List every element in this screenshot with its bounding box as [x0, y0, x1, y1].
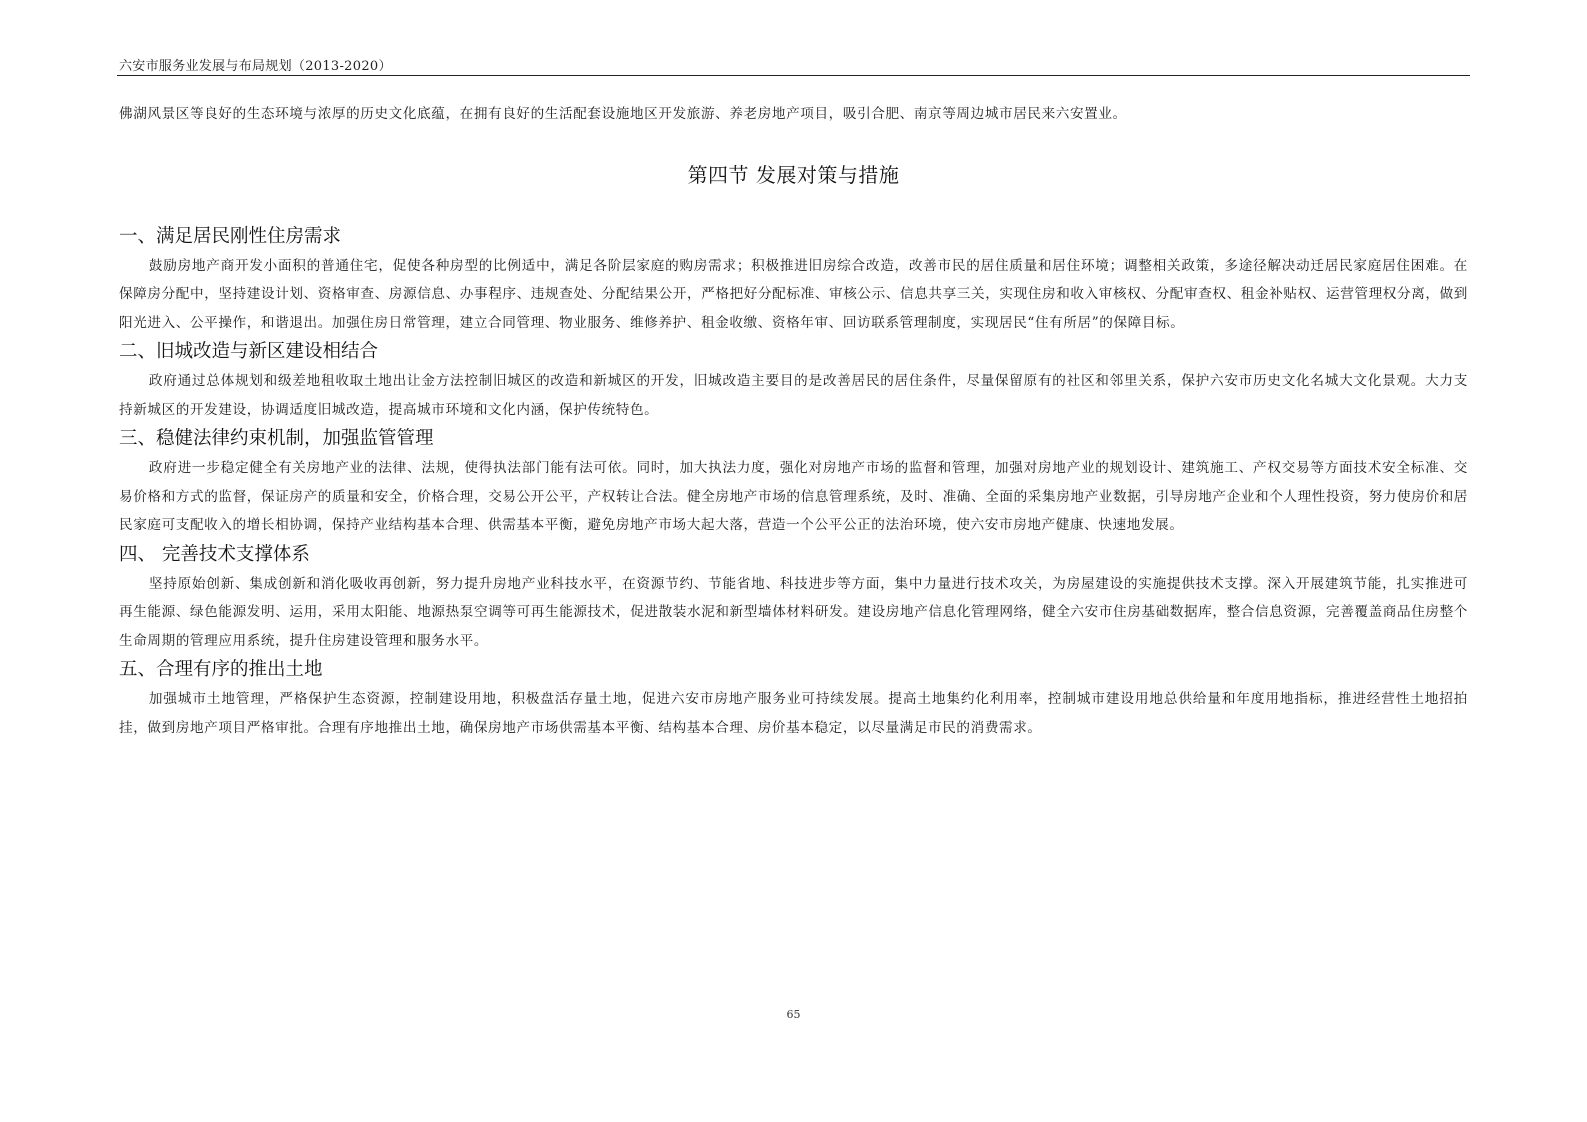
subsection-heading: 四、 完善技术支撑体系 — [119, 543, 310, 565]
header-rule — [117, 75, 1470, 76]
subsection-body: 政府进一步稳定健全有关房地产业的法律、法规，使得执法部门能有法可依。同时，加大执法力度，强化对房地产市场的监督和管理，加强对房地产业的规划设计、建筑施工、产权交易等方面技术安全标准、交易价格和方式的监督，保证房产的质量和安全，价格合理，交易公开公平，产权转让合法。健全房地产市场的信息管理系统，及时、准确、全面的采集房地产业数据，引导房地产企业和个人理性投资，努力使房价和居民家庭可支配收入的增长相协调，保持产业结构基本合理、供需基本平衡，避免房地产市场大起大落，营造一个公平公正的法治环境，使六安市房地产健康、快速地发展。 — [119, 460, 1468, 533]
subsection-body: 鼓励房地产商开发小面积的普通住宅，促使各种房型的比例适中，满足各阶层家庭的购房需求；积极推进旧房综合改造，改善市民的居住质量和居住环境；调整相关政策，多途径解决动迁居民家庭居住困难。在保障房分配中，坚持建设计划、资格审查、房源信息、办事程序、违规查处、分配结果公开，严格把好分配标准、审核公示、信息共享三关，实现住房和收入审核权、分配审查权、租金补贴权、运营管理权分离，做到阳光进入、公平操作，和谐退出。加强住房日常管理，建立合同管理、物业服务、维修养护、租金收缴、资格年审、回访联系管理制度，实现居民“住有所居”的保障目标。 — [119, 257, 1468, 331]
subsection-heading: 三、稳健法律约束机制，加强监管管理 — [119, 428, 434, 449]
subsection-5 — [119, 655, 1468, 742]
subsection-heading: 五、合理有序的推出土地 — [119, 659, 323, 680]
subsection-body: 政府通过总体规划和级差地租收取土地出让金方法控制旧城区的改造和新城区的开发，旧城改造主要目的是改善居民的居住条件，尽量保留原有的社区和邻里关系，保护六安市历史文化名城大文化景观。大力支持新城区的开发建设，协调适度旧城改造，提高城市环境和文化内涵，保护传统特色。 — [119, 373, 1468, 418]
subsection-heading: 一、满足居民刚性住房需求 — [119, 225, 342, 247]
subsection-body: 坚持原始创新、集成创新和消化吸收再创新，努力提升房地产业科技水平，在资源节约、节能省地、科技进步等方面，集中力量进行技术攻关，为房屋建设的实施提供技术支撑。深入开展建筑节能，扎实推进可再生能源、绿色能源发明、运用，采用太阳能、地源热泵空调等可再生能源技术，促进散装水泥和新型墙体材料研发。建设房地产信息化管理网络，健全六安市住房基础数据库，整合信息资源，完善覆盖商品住房整个生命周期的管理应用系统，提升住房建设管理和服务水平。 — [119, 575, 1468, 649]
intro-paragraph: 佛湖风景区等良好的生态环境与浓厚的历史文化底蕴，在拥有良好的生活配套设施地区开发旅游、养老房地产项目，吸引合肥、南京等周边城市居民来六安置业。 — [119, 106, 1127, 122]
subsection-2 — [119, 337, 1468, 424]
subsection-heading: 二、旧城改造与新区建设相结合 — [119, 341, 379, 362]
subsection-4 — [119, 540, 1468, 656]
subsection-3 — [119, 424, 1468, 540]
section-title: 第四节 发展对策与措施 — [687, 162, 900, 187]
subsection-1 — [119, 222, 1468, 338]
page-content — [119, 100, 1468, 742]
running-header: 六安市服务业发展与布局规划（2013-2020） — [119, 59, 392, 74]
subsection-body: 加强城市土地管理，严格保护生态资源，控制建设用地，积极盘活存量土地，促进六安市房地产服务业可持续发展。提高土地集约化利用率，控制城市建设用地总供给量和年度用地指标，推进经营性土地招拍挂，做到房地产项目严格审批。合理有序地推出土地，确保房地产市场供需基本平衡、结构基本合理、房价基本稳定，以尽量满足市民的消费需求。 — [119, 691, 1468, 736]
page-number: 65 — [786, 1008, 801, 1021]
